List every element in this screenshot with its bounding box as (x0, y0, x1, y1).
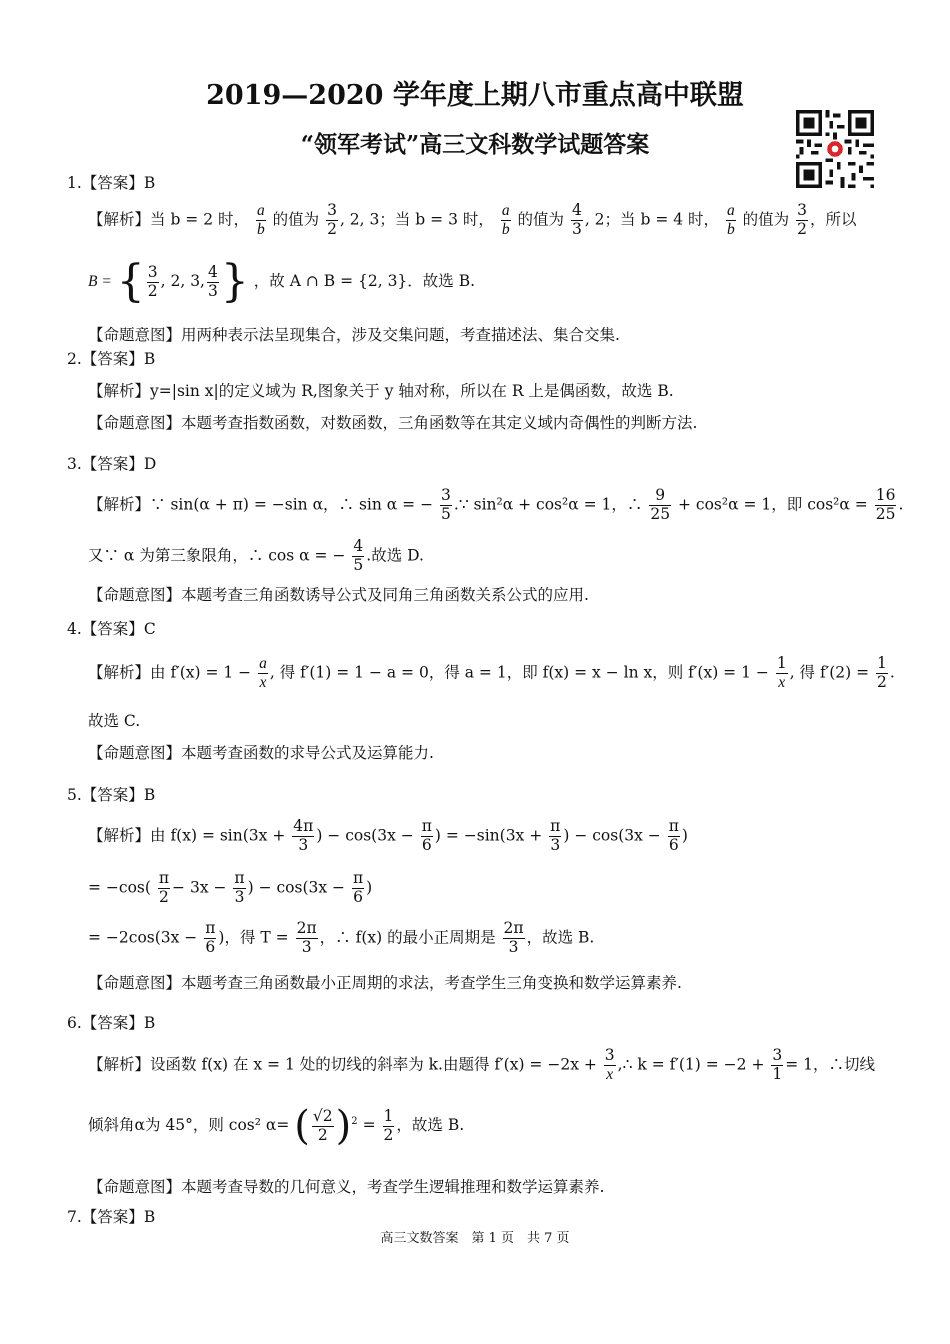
q5-intent: 【命题意图】本题考查三角函数最小正周期的求法，考查学生三角变换和数学运算素养. (88, 974, 682, 992)
q1-intent: 【命题意图】用两种表示法呈现集合，涉及交集问题，考查描述法、集合交集. (88, 326, 620, 344)
q4-answer-line: 4.【答案】C (67, 620, 156, 638)
q5-analysis-line3: = −2cos(3x − $\frac{\pi}{6}$ )，得 T = $\frac{2\pi}{3}$ ，∴ f(x) 的最小正周期是 $\frac{2\pi}{3}$ ，故选 B. (88, 919, 595, 956)
q5-answer: B (143, 786, 156, 804)
q3-analysis-line2: 又∵ α 为第三象限角，∴ cos α = − $\frac{4}{5}$ .故选 D. (88, 537, 424, 574)
q6-answer: B (143, 1014, 156, 1032)
q7-answer: B (143, 1208, 156, 1226)
q7-answer-line: 7.【答案】B (67, 1208, 156, 1226)
q6-analysis-line2: 倾斜角α为 45°，则 cos² α= ( $\frac{√2}{2}$ )$^2$ = $\frac{1}{2}$ ，故选 B. (88, 1103, 465, 1149)
q3-answer-line: 3.【答案】D (67, 455, 157, 473)
q1-analysis-line1: 【解析】当 b = 2 时， $\frac{a}{b}$ 的值为 $\frac{3}{2}$ , 2, 3；当 b = 3 时， $\frac{a}{b}$ 的值为 $\frac{4}{3}$ , 2；当 b = 4 时， $\frac{a}{b}$ 的值为 $\frac{3}{2}$ ，所以 (88, 201, 857, 238)
q4-conclusion: 故选 C. (88, 712, 141, 730)
q2-answer: B (143, 350, 156, 368)
q3-answer: D (143, 455, 157, 473)
q2-intent: 【命题意图】本题考查指数函数，对数函数，三角函数等在其定义域内奇偶性的判断方法. (88, 414, 698, 432)
q5-analysis-line2: = −cos( $\frac{\pi}{2}$ − 3x − $\frac{\pi}{3}$ ) − cos(3x − $\frac{\pi}{6}$ ) (88, 869, 373, 906)
page-footer: 高三文数答案 第 1 页 共 7 页 (380, 1231, 570, 1246)
q2-answer-line: 2.【答案】B (67, 350, 156, 368)
q1-number: 1. (67, 174, 82, 192)
q1-answer: B (143, 174, 156, 192)
q1-answer-line: 1.【答案】B (67, 174, 156, 192)
q6-intent: 【命题意图】本题考查导数的几何意义，考查学生逻辑推理和数学运算素养. (88, 1178, 605, 1196)
page-subtitle: “领军考试”高三文科数学试题答案 (300, 131, 650, 158)
q2-analysis: 【解析】y=|sin x|的定义域为 R,图象关于 y 轴对称，所以在 R 上是偶函数，故选 B. (88, 382, 674, 400)
q6-analysis-line1: 【解析】设函数 f(x) 在 x = 1 处的切线的斜率为 k.由题得 f′(x) = −2x + $\frac{3}{x}$ ,∴ k = f′(1) = −2 + $\frac{3}{1}$ = 1，∴切线 (88, 1046, 876, 1083)
q3-intent: 【命题意图】本题考查三角函数诱导公式及同角三角函数关系公式的应用. (88, 586, 589, 604)
q6-answer-line: 6.【答案】B (67, 1014, 156, 1032)
q4-intent: 【命题意图】本题考查函数的求导公式及运算能力. (88, 744, 434, 762)
q5-answer-line: 5.【答案】B (67, 786, 156, 804)
q1-analysis-line2: B = { $\frac{3}{2}$ , 2, 3, $\frac{4}{3}$ } ，故 A ∩ B = {2, 3}．故选 B. (88, 256, 476, 307)
page-title: 2019—2020 学年度上期八市重点高中联盟 (206, 80, 744, 111)
q4-answer: C (143, 620, 156, 638)
qr-code-icon (796, 110, 874, 188)
q3-analysis-line1: 【解析】∵ sin(α + π) = −sin α，∴ sin α = − $\frac{3}{5}$ .∵ sin²α + cos²α = 1，∴ $\frac{9}{25}$ + cos²α = 1，即 cos²α = $\frac{16}{25}$ . (88, 486, 904, 523)
q4-analysis-line1: 【解析】由 f′(x) = 1 − $\frac{a}{x}$ , 得 f′(1) = 1 − a = 0，得 a = 1，即 f(x) = x − ln x，则 f′(x) = 1 − $\frac{1}{x}$ , 得 f′(2) = $\frac{1}{2}$ . (88, 654, 895, 691)
q5-analysis-line1: 【解析】由 f(x) = sin(3x + $\frac{4\pi}{3}$ ) − cos(3x − $\frac{\pi}{6}$ ) = −sin(3x + $\frac{\pi}{3}$ ) − cos(3x − $\frac{\pi}{6}$ ) (88, 817, 688, 854)
